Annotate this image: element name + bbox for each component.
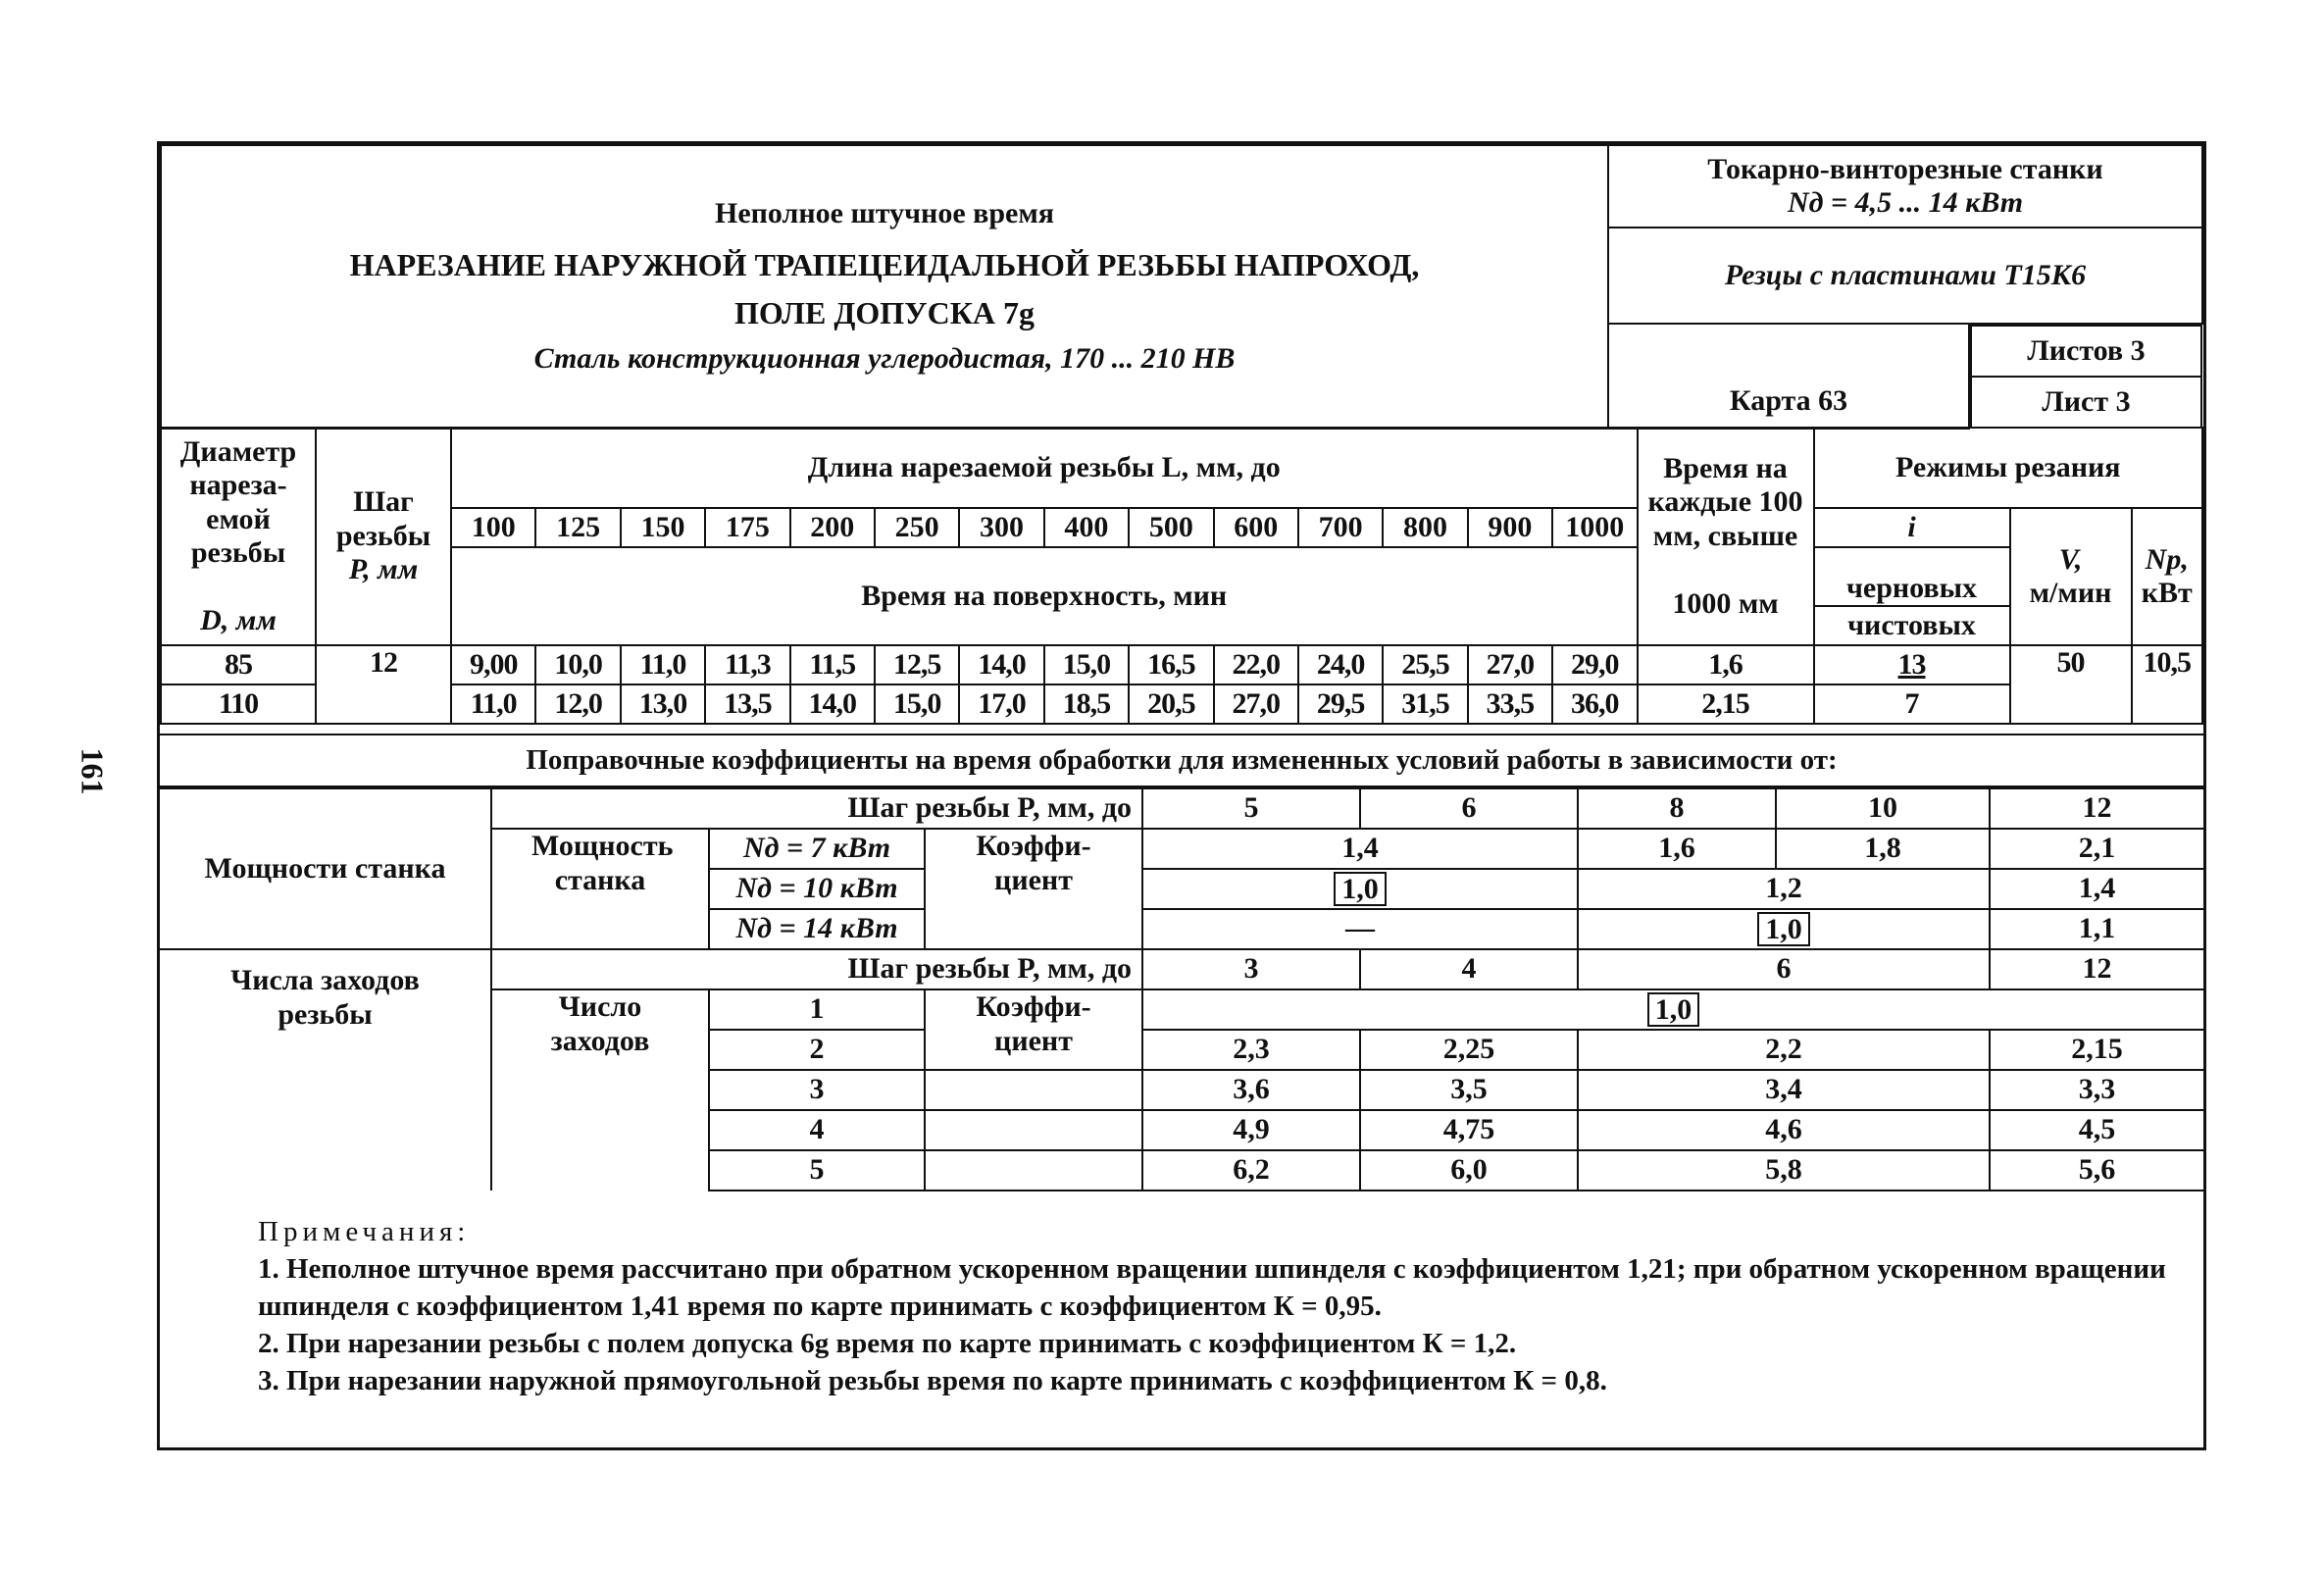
time-cell: 36,0 <box>1552 684 1637 724</box>
coef-value: 4,9 <box>1142 1110 1360 1150</box>
col-v <box>2010 508 2132 645</box>
coef-value: 2,2 <box>1578 1030 1990 1070</box>
coef-value: 1,2 <box>1578 869 1990 909</box>
surface-time-label: Время на поверхность, мин <box>451 547 1638 645</box>
col-pitch <box>316 428 451 645</box>
pitch-value: 4 <box>1360 949 1578 989</box>
coef-value: 5,8 <box>1578 1150 1990 1191</box>
diameter-cell: 110 <box>161 684 316 724</box>
coef-heading: Поправочные коэффициенты на время обработки для измененных условий работы в зависимости от: <box>160 734 2203 787</box>
i-cell <box>1814 645 2010 684</box>
machine-line1: Токарно-винторезные станки <box>1707 152 2103 185</box>
time-cell: 18,5 <box>1044 684 1129 724</box>
coef-table <box>160 787 2203 1191</box>
pitch-label: Шаг резьбы P, мм, до <box>491 788 1142 829</box>
starts-sub: Число заходов <box>491 989 709 1191</box>
col-pitch-label: Шаг резьбы <box>335 485 431 552</box>
coef-value: 1,6 <box>1578 829 1776 869</box>
time-cell: 11,5 <box>790 645 875 684</box>
col-np <box>2132 508 2202 645</box>
time-cell: 14,0 <box>959 645 1043 684</box>
note-1: 1. Неполное штучное время рассчитано при обратном ускоренном вращении шпинделя с коэффициентом 1,21; при обратном ускоренном вращении шпинделя с коэффициентом 1,41 время по карте принимать с коэффициентом К = 0,95. <box>258 1253 2166 1322</box>
col-i: i <box>1814 508 2010 547</box>
col-diameter-unit: D, мм <box>200 604 277 636</box>
pitch-value: 6 <box>1360 788 1578 829</box>
length-header: 600 <box>1214 508 1298 547</box>
coef-label: Коэффи- циент <box>925 989 1142 1070</box>
v-cell: 50 <box>2010 645 2132 724</box>
coef-value-boxed: 1,0 <box>1334 872 1387 907</box>
time-cell: 14,0 <box>790 684 875 724</box>
col-rough: черновых <box>1814 547 2010 606</box>
time-cell: 24,0 <box>1298 645 1383 684</box>
notes-heading: Примечания: <box>258 1216 471 1247</box>
length-header: 200 <box>790 508 875 547</box>
sheet-current: Лист 3 <box>1971 377 2201 428</box>
coef-value: 5,6 <box>1990 1150 2203 1191</box>
coef-value <box>1142 989 2203 1030</box>
coef-value: 2,3 <box>1142 1030 1360 1070</box>
time-cell: 27,0 <box>1214 684 1298 724</box>
col-np-label: Nр, <box>2145 542 2189 576</box>
length-header: 900 <box>1468 508 1552 547</box>
pitch-value: 12 <box>1990 788 2203 829</box>
length-header: 100 <box>451 508 535 547</box>
length-header: 800 <box>1383 508 1467 547</box>
card-label: Карта 63 <box>1729 383 1848 417</box>
col-v-label: V, <box>2058 542 2083 576</box>
col-per100 <box>1638 428 1814 645</box>
time-cell: 11,3 <box>705 645 789 684</box>
time-table <box>160 427 2203 725</box>
time-cell: 29,0 <box>1552 645 1637 684</box>
pitch-label: Шаг резьбы P, мм, до <box>491 949 1142 989</box>
power-nd: Nд = 10 кВт <box>709 869 925 909</box>
length-header: 150 <box>621 508 705 547</box>
i-rough: 13 <box>1897 647 1926 681</box>
coef-value <box>1578 909 1990 949</box>
time-cell: 20,5 <box>1129 684 1213 724</box>
sheets-block <box>1969 324 2202 429</box>
card-number <box>1608 324 1969 429</box>
coef-value: 2,15 <box>1990 1030 2203 1070</box>
col-modes: Режимы резания <box>1814 428 2202 508</box>
pitch-value: 5 <box>1142 788 1360 829</box>
time-cell: 17,0 <box>959 684 1043 724</box>
note-3: 3. При нарезании наружной прямоугольной резьбы время по карте принимать с коэффициентом К = 0,8. <box>258 1365 1607 1396</box>
col-diameter-label: Диаметр нареза- емой резьбы <box>179 434 297 569</box>
time-cell: 16,5 <box>1129 645 1213 684</box>
time-cell: 33,5 <box>1468 684 1552 724</box>
time-cell: 22,0 <box>1214 645 1298 684</box>
coef-value-boxed: 1,0 <box>1757 912 1810 947</box>
sheets-total: Листов 3 <box>1971 326 2201 377</box>
coef-value: 4,75 <box>1360 1110 1578 1150</box>
coef-value: 1,1 <box>1990 909 2203 949</box>
title-block <box>161 145 1608 429</box>
coef-value: 1,8 <box>1776 829 1990 869</box>
empty-cell <box>925 1150 1142 1191</box>
title-line1: НАРЕЗАНИЕ НАРУЖНОЙ ТРАПЕЦЕИДАЛЬНОЙ РЕЗЬБЫ НАПРОХОД, <box>349 246 1420 282</box>
pitch-value: 8 <box>1578 788 1776 829</box>
length-header: 125 <box>535 508 620 547</box>
coef-value: 4,6 <box>1578 1110 1990 1150</box>
coef-value: — <box>1142 909 1578 949</box>
coef-value: 6,0 <box>1360 1150 1578 1191</box>
coef-value: 1,4 <box>1990 869 2203 909</box>
notes <box>258 1213 2180 1399</box>
card-header <box>160 144 2203 430</box>
note-2: 2. При нарезании резьбы с полем допуска 6g время по карте принимать с коэффициентом К = 1,2. <box>258 1328 1517 1359</box>
coef-value <box>1142 869 1578 909</box>
time-cell: 12,0 <box>535 684 620 724</box>
empty-cell <box>925 1070 1142 1110</box>
col-length: Длина нарезаемой резьбы L, мм, до <box>451 428 1638 508</box>
col-finish: чистовых <box>1814 606 2010 645</box>
coef-label: Коэффи- циент <box>925 829 1142 949</box>
i-finish: 7 <box>1814 684 2010 724</box>
col-v-unit: м/мин <box>2029 577 2112 609</box>
empty-cell <box>925 1110 1142 1150</box>
machine-power: Nд = 4,5 ... 14 кВт <box>1787 186 2024 219</box>
machine-type <box>1608 145 2202 228</box>
col-per100-label: Время на каждые 100 мм, свыше <box>1647 451 1803 552</box>
power-label: Мощности станка <box>160 788 491 949</box>
coef-value: 1,4 <box>1142 829 1578 869</box>
coef-value: 2,1 <box>1990 829 2203 869</box>
length-header: 250 <box>875 508 959 547</box>
starts-n: 3 <box>709 1070 925 1110</box>
time-cell: 10,0 <box>535 645 620 684</box>
title-line2: ПОЛЕ ДОПУСКА 7g <box>733 294 1036 330</box>
per100-cell: 1,6 <box>1638 645 1814 684</box>
coef-value: 6,2 <box>1142 1150 1360 1191</box>
power-nd: Nд = 14 кВт <box>709 909 925 949</box>
time-cell: 11,0 <box>621 645 705 684</box>
time-cell: 31,5 <box>1383 684 1467 724</box>
col-per100-unit: 1000 мм <box>1672 586 1779 620</box>
power-sub: Мощность станка <box>491 829 709 949</box>
coef-value: 3,5 <box>1360 1070 1578 1110</box>
starts-n: 4 <box>709 1110 925 1150</box>
starts-n: 5 <box>709 1150 925 1191</box>
coef-value: 4,5 <box>1990 1110 2203 1150</box>
starts-n: 2 <box>709 1030 925 1070</box>
time-cell: 13,0 <box>621 684 705 724</box>
time-cell: 13,5 <box>705 684 789 724</box>
length-header: 1000 <box>1552 508 1637 547</box>
pitch-value: 3 <box>1142 949 1360 989</box>
starts-label: Числа заходов резьбы <box>160 949 491 1191</box>
pitch-value: 10 <box>1776 788 1990 829</box>
tool: Резцы с пластинами Т15К6 <box>1608 228 2202 324</box>
length-header: 500 <box>1129 508 1213 547</box>
page-number: 161 <box>75 747 111 795</box>
time-cell: 15,0 <box>875 684 959 724</box>
time-cell: 25,5 <box>1383 645 1467 684</box>
time-cell: 9,00 <box>451 645 535 684</box>
col-diameter <box>161 428 316 645</box>
norm-card <box>157 141 2206 1450</box>
length-header: 700 <box>1298 508 1383 547</box>
starts-n: 1 <box>709 989 925 1030</box>
time-cell: 29,5 <box>1298 684 1383 724</box>
length-header: 300 <box>959 508 1043 547</box>
time-cell: 15,0 <box>1044 645 1129 684</box>
diameter-cell: 85 <box>161 645 316 684</box>
subtitle: Неполное штучное время <box>714 197 1055 230</box>
material: Сталь конструкционная углеродистая, 170 ... 210 HB <box>533 342 1236 376</box>
np-cell: 10,5 <box>2132 645 2202 724</box>
length-header: 400 <box>1044 508 1129 547</box>
time-cell: 27,0 <box>1468 645 1552 684</box>
per100-cell: 2,15 <box>1638 684 1814 724</box>
time-cell: 11,0 <box>451 684 535 724</box>
coef-value: 3,3 <box>1990 1070 2203 1110</box>
time-cell: 12,5 <box>875 645 959 684</box>
col-pitch-unit: P, мм <box>348 553 419 586</box>
pitch-cell: 12 <box>316 645 451 724</box>
coef-value: 2,25 <box>1360 1030 1578 1070</box>
pitch-value: 6 <box>1578 949 1990 989</box>
pitch-value: 12 <box>1990 949 2203 989</box>
col-np-unit: кВт <box>2141 577 2193 609</box>
coef-value: 3,6 <box>1142 1070 1360 1110</box>
length-header: 175 <box>705 508 789 547</box>
coef-value-boxed: 1,0 <box>1647 992 1700 1028</box>
power-nd: Nд = 7 кВт <box>709 829 925 869</box>
coef-value: 3,4 <box>1578 1070 1990 1110</box>
